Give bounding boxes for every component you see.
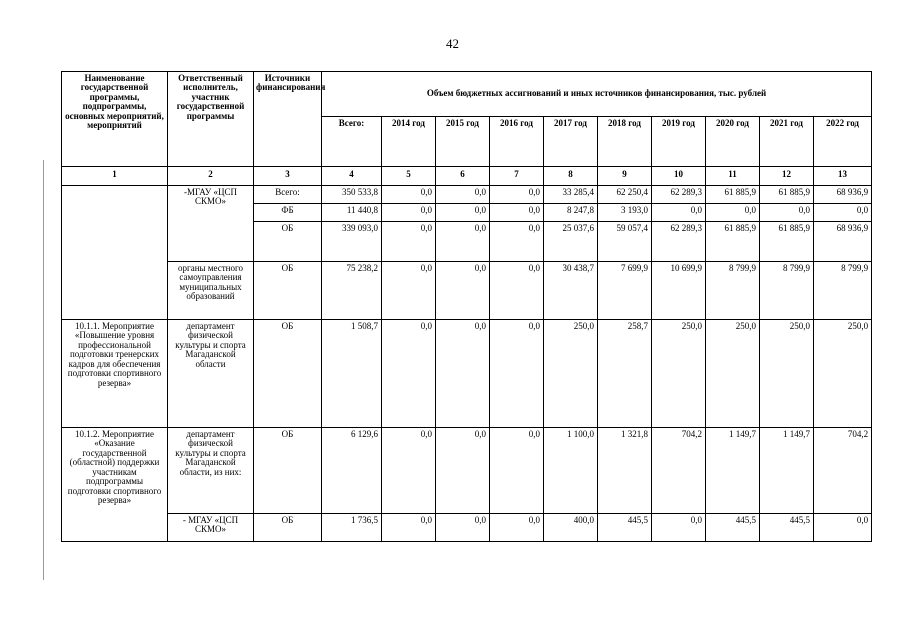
cell-value: 0,0 — [814, 204, 872, 222]
table-row — [62, 514, 872, 542]
row-executor: -МГАУ «ЦСП СКМО» — [168, 186, 254, 262]
header-year: 2015 год — [436, 117, 490, 167]
scan-edge-line — [43, 160, 44, 580]
cell-value: 11 440,8 — [322, 204, 382, 222]
cell-value: 704,2 — [814, 428, 872, 514]
cell-value: 1 149,7 — [706, 428, 760, 514]
cell-value: 61 885,9 — [706, 222, 760, 262]
cell-value: 0,0 — [490, 186, 544, 204]
cell-value: 6 129,6 — [322, 428, 382, 514]
cell-value: 0,0 — [436, 186, 490, 204]
cell-value: 61 885,9 — [760, 186, 814, 204]
cell-value: 7 699,9 — [598, 262, 652, 320]
cell-value: 68 936,9 — [814, 222, 872, 262]
cell-value: 258,7 — [598, 320, 652, 428]
cell-value: 8 247,8 — [544, 204, 598, 222]
row-executor: департамент физической культуры и спорта Магаданской области, из них: — [168, 428, 254, 514]
cell-value: 445,5 — [598, 514, 652, 542]
cell-value: 0,0 — [490, 514, 544, 542]
row-source: Всего: — [254, 186, 322, 204]
header-year: 2020 год — [706, 117, 760, 167]
row-name — [62, 186, 168, 320]
cell-value: 0,0 — [382, 186, 436, 204]
cell-value: 30 438,7 — [544, 262, 598, 320]
column-number: 4 — [322, 167, 382, 186]
column-number: 10 — [652, 167, 706, 186]
cell-value: 400,0 — [544, 514, 598, 542]
page-number: 42 — [446, 36, 459, 51]
table-row — [62, 428, 872, 514]
cell-value: 0,0 — [382, 222, 436, 262]
row-source: ОБ — [254, 262, 322, 320]
column-number: 5 — [382, 167, 436, 186]
header-row-1 — [62, 72, 872, 117]
cell-value: 33 285,4 — [544, 186, 598, 204]
row-source: ФБ — [254, 204, 322, 222]
cell-value: 250,0 — [544, 320, 598, 428]
cell-value: 8 799,9 — [760, 262, 814, 320]
header-year: 2018 год — [598, 117, 652, 167]
cell-value: 0,0 — [490, 428, 544, 514]
cell-value: 68 936,9 — [814, 186, 872, 204]
cell-value: 10 699,9 — [652, 262, 706, 320]
cell-value: 445,5 — [706, 514, 760, 542]
cell-value: 350 533,8 — [322, 186, 382, 204]
row-executor: - МГАУ «ЦСП СКМО» — [168, 514, 254, 542]
cell-value: 445,5 — [760, 514, 814, 542]
header-source: Источники финансирования — [254, 72, 322, 167]
budget-table — [61, 71, 872, 542]
header-year: 2017 год — [544, 117, 598, 167]
cell-value: 61 885,9 — [706, 186, 760, 204]
cell-value: 250,0 — [652, 320, 706, 428]
cell-value: 0,0 — [382, 428, 436, 514]
header-year: 2021 год — [760, 117, 814, 167]
cell-value: 0,0 — [436, 320, 490, 428]
row-source: ОБ — [254, 428, 322, 514]
header-volume: Объем бюджетных ассигнований и иных источников финансирования, тыс. рублей — [322, 72, 872, 117]
column-number-row — [62, 167, 872, 186]
table-row — [62, 186, 872, 204]
cell-value: 61 885,9 — [760, 222, 814, 262]
cell-value: 0,0 — [490, 222, 544, 262]
cell-value: 62 289,3 — [652, 222, 706, 262]
column-number: 11 — [706, 167, 760, 186]
cell-value: 0,0 — [706, 204, 760, 222]
cell-value: 8 799,9 — [814, 262, 872, 320]
header-year: 2016 год — [490, 117, 544, 167]
cell-value: 0,0 — [814, 514, 872, 542]
cell-value: 0,0 — [436, 204, 490, 222]
header-total: Всего: — [322, 117, 382, 167]
cell-value: 1 508,7 — [322, 320, 382, 428]
cell-value: 0,0 — [760, 204, 814, 222]
cell-value: 0,0 — [652, 204, 706, 222]
cell-value: 704,2 — [652, 428, 706, 514]
cell-value: 0,0 — [652, 514, 706, 542]
header-name: Наименование государственной программы, подпрограммы, основных мероприятий, мероприятий — [62, 72, 168, 167]
column-number: 13 — [814, 167, 872, 186]
cell-value: 0,0 — [436, 222, 490, 262]
cell-value: 250,0 — [706, 320, 760, 428]
cell-value: 0,0 — [382, 320, 436, 428]
cell-value: 250,0 — [760, 320, 814, 428]
cell-value: 0,0 — [382, 514, 436, 542]
column-number: 9 — [598, 167, 652, 186]
column-number: 7 — [490, 167, 544, 186]
cell-value: 59 057,4 — [598, 222, 652, 262]
header-year: 2019 год — [652, 117, 706, 167]
column-number: 6 — [436, 167, 490, 186]
column-number: 3 — [254, 167, 322, 186]
cell-value: 25 037,6 — [544, 222, 598, 262]
column-number: 2 — [168, 167, 254, 186]
cell-value: 8 799,9 — [706, 262, 760, 320]
header-executor: Ответственный исполнитель, участник государственной программы — [168, 72, 254, 167]
cell-value: 0,0 — [490, 204, 544, 222]
row-name: 10.1.1. Мероприятие «Повышение уровня профессиональной подготовки тренерских кадров для обеспечения подготовки спортивного резерва» — [62, 320, 168, 428]
cell-value: 0,0 — [436, 428, 490, 514]
cell-value: 0,0 — [382, 262, 436, 320]
table-row — [62, 320, 872, 428]
cell-value: 0,0 — [382, 204, 436, 222]
cell-value: 0,0 — [436, 262, 490, 320]
column-number: 1 — [62, 167, 168, 186]
header-year: 2022 год — [814, 117, 872, 167]
cell-value: 1 321,8 — [598, 428, 652, 514]
column-number: 8 — [544, 167, 598, 186]
row-source: ОБ — [254, 320, 322, 428]
cell-value: 1 736,5 — [322, 514, 382, 542]
header-year: 2014 год — [382, 117, 436, 167]
column-number: 12 — [760, 167, 814, 186]
row-executor: органы местного самоуправления муниципальных образований — [168, 262, 254, 320]
cell-value: 339 093,0 — [322, 222, 382, 262]
cell-value: 0,0 — [436, 514, 490, 542]
row-source: ОБ — [254, 222, 322, 262]
cell-value: 1 100,0 — [544, 428, 598, 514]
cell-value: 1 149,7 — [760, 428, 814, 514]
cell-value: 62 289,3 — [652, 186, 706, 204]
cell-value: 62 250,4 — [598, 186, 652, 204]
row-source: ОБ — [254, 514, 322, 542]
cell-value: 250,0 — [814, 320, 872, 428]
cell-value: 0,0 — [490, 262, 544, 320]
cell-value: 3 193,0 — [598, 204, 652, 222]
table-row — [62, 262, 872, 320]
row-name: 10.1.2. Мероприятие «Оказание государственной (областной) поддержки участникам подпрограммы подготовки спортивного резерва» — [62, 428, 168, 542]
cell-value: 0,0 — [490, 320, 544, 428]
cell-value: 75 238,2 — [322, 262, 382, 320]
row-executor: департамент физической культуры и спорта Магаданской области — [168, 320, 254, 428]
